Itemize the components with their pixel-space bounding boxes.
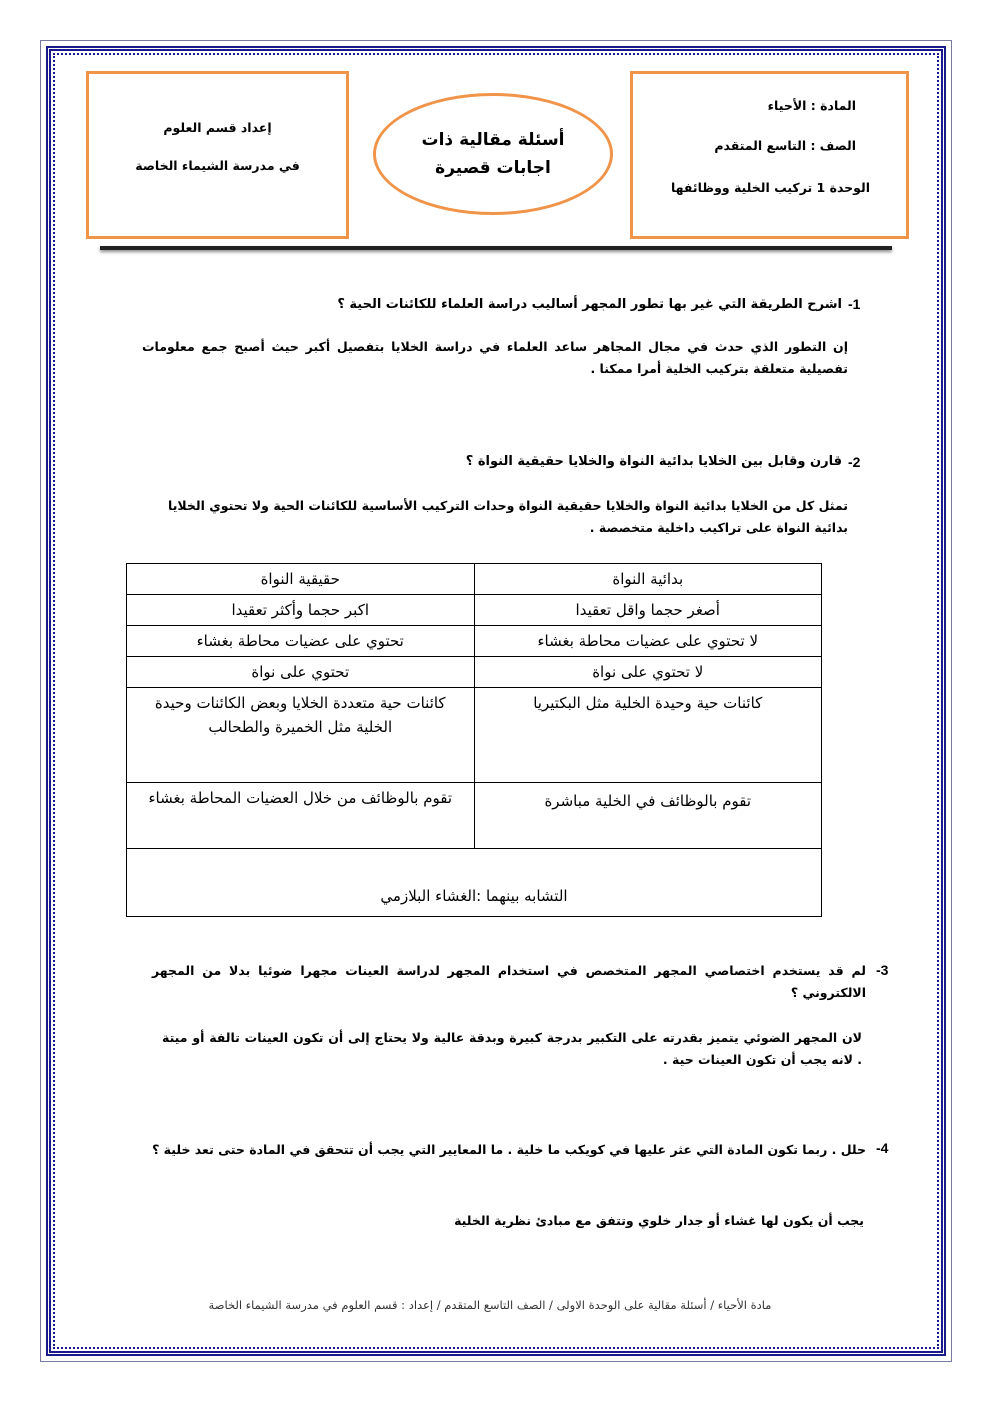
table-row [127,849,822,917]
question-text: اشرح الطريقة التي غير بها تطور المجهر أساليب دراسة العلماء للكائنات الحية ؟ [337,297,842,312]
table-row [127,657,822,688]
question-number: -2 [848,454,861,470]
subject-label: المادة : الأحياء [767,98,856,113]
school-label: في مدرسة الشيماء الخاصة [135,158,300,173]
question-number: -4 [876,1140,889,1156]
answer-text: إن التطور الذي حدث في مجال المجاهر ساعد العلماء في دراسة الخلايا بتفصيل أكبر حيث أصبح جمع معلومات تفصيلية متعلقة بتركيب الخلية أمرا ممكنا . [142,339,848,376]
page-footer: مادة الأحياء / أسئلة مقالية على الوحدة الاولى / الصف التاسع المتقدم / إعداد : قسم العلوم في مدرسة الشيماء الخاصة [208,1298,772,1312]
title-line-2: اجابات قصيرة [435,158,551,178]
question-text: لم قد يستخدم اختصاصي المجهر المتخصص في استخدام المجهر لدراسة العينات مجهرا ضوئيا بدلا من المجهر الالكتروني ؟ [152,963,866,1000]
question-text: حلل . ربما تكون المادة التي عثر عليها في كويكب ما خلية . ما المعايير التي يجب أن تتحقق في المادة حتى تعد خلية ؟ [152,1142,866,1157]
table-header-cell: بدائية النواة [474,564,822,595]
comparison-table [126,563,822,917]
header-info-box [630,71,909,239]
table-row [127,783,822,849]
answer-text: يجب أن يكون لها غشاء أو جدار خلوي وتتفق مع مبادئ نظرية الخلية [454,1213,864,1228]
table-cell: كائنات حية وحيدة الخلية مثل البكتيريا [474,688,822,783]
table-cell: أصغر حجما واقل تعقيدا [474,595,822,626]
title-line-1: أسئلة مقالية ذات [421,130,565,150]
grade-label: الصف : التاسع المتقدم [714,138,856,153]
table-row [127,626,822,657]
table-cell: تقوم بالوظائف في الخلية مباشرة [474,783,822,849]
answer-text: تمثل كل من الخلايا بدائية النواة والخلايا حقيقية النواة وحدات التركيب الأساسية للكائنات الحية ولا تحتوي الخلايا بدائية النواة على تراكيب داخلية متخصصة . [168,498,848,535]
table-row [127,595,822,626]
table-header-cell: حقيقية النواة [127,564,475,595]
question-number: -1 [848,296,861,312]
header-author-box [86,71,349,239]
question-number: -3 [876,962,889,978]
table-cell: تحتوي على عضيات محاطة بغشاء [127,626,475,657]
table-cell: كائنات حية متعددة الخلايا وبعض الكائنات وحيدة الخلية مثل الخميرة والطحالب [127,688,475,783]
prepared-by-label: إعداد قسم العلوم [163,120,272,135]
similarity-cell: التشابه بينهما :الغشاء البلازمي [127,849,822,917]
table-cell: تقوم بالوظائف من خلال العضيات المحاطة بغشاء [127,783,475,849]
unit-label: الوحدة 1 تركيب الخلية ووظائفها [670,180,870,195]
table-cell: اكبر حجما وأكثر تعقيدا [127,595,475,626]
table-row [127,688,822,783]
header-divider [100,246,892,250]
table-cell: لا تحتوي على نواة [474,657,822,688]
title-ellipse [373,93,613,215]
table-header-row [127,564,822,595]
question-text: قارن وقابل بين الخلايا بدائية النواة والخلايا حقيقية النواة ؟ [465,454,842,469]
answer-text: لان المجهر الضوئي يتميز بقدرته على التكبير بدرجة كبيرة وبدقة عالية ولا يحتاج إلى أن تكون العينات تالفة أو ميتة . لانه يجب أن تكون العينات حية . [162,1030,862,1067]
table-cell: لا تحتوي على عضيات محاطة بغشاء [474,626,822,657]
table-cell: تحتوي على نواة [127,657,475,688]
